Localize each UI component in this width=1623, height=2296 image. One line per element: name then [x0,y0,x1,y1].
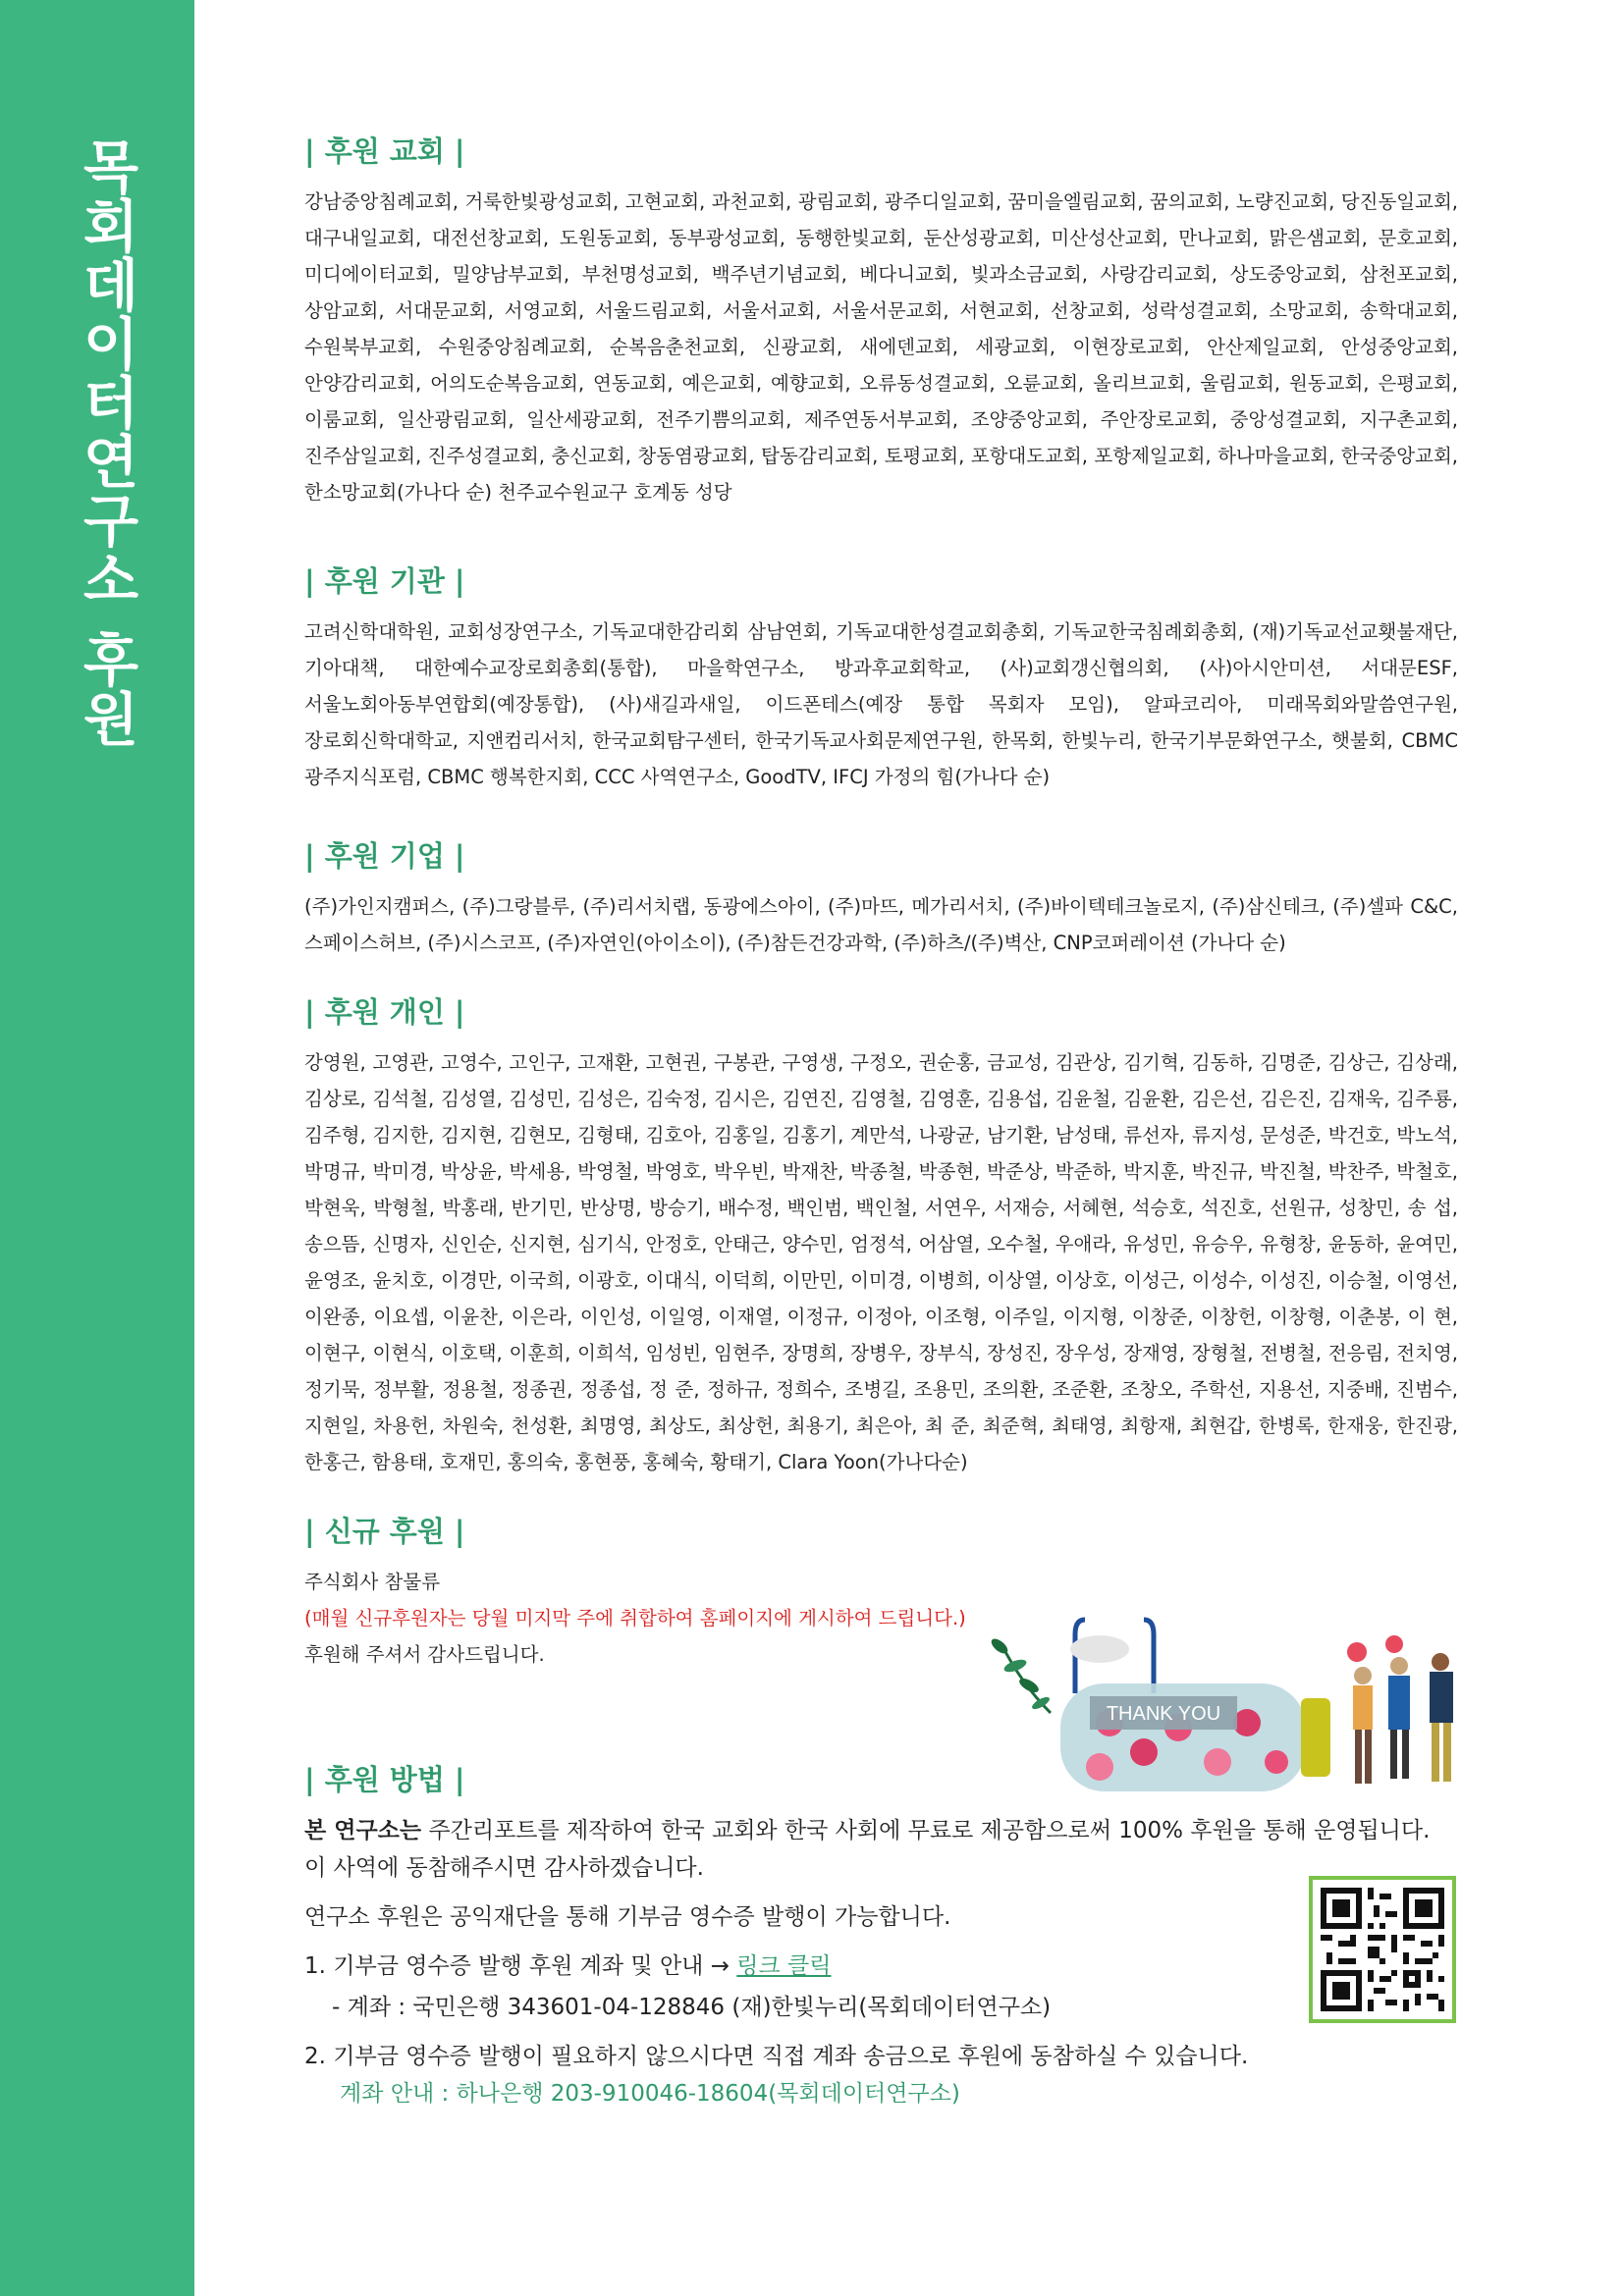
item1-prefix: 1. 기부금 영수증 발행 후원 계좌 및 안내 → [304,1953,730,1979]
section-title-individuals: | 후원 개인 | [304,995,465,1029]
qr-code-icon [1321,1888,1444,2011]
receipt-note: 연구소 후원은 공익재단을 통해 기부금 영수증 발행이 가능합니다. [304,1904,951,1930]
method-item-2: 2. 기부금 영수증 발행이 필요하지 않으시다면 직접 계좌 송금으로 후원에 동참하실 수 있습니다. [304,2044,1249,2069]
method-intro [304,1812,1458,1887]
method-item-1 [304,1948,1458,1985]
section-title-method: | 후원 방법 | [304,1763,465,1796]
jar-icon [1060,1620,1330,1791]
new-sponsor-name: 주식회사 참물류 [304,1571,441,1593]
thanks-text: 후원해 주셔서 감사드립니다. [304,1643,545,1666]
section-churches [304,130,1458,510]
section-method [304,1761,1458,2112]
new-sponsor-notice: (매월 신규후원자는 당월 미지막 주에 취합하여 홈페이지에 게시하여 드립니다.) [304,1607,966,1629]
qr-code[interactable] [1309,1876,1456,2023]
sidebar [0,0,194,2296]
sidebar-title: 목회데이터연구소 후원 [73,137,139,749]
method-intro-rest: 주간리포트를 제작하여 한국 교회와 한국 사회에 무료로 제공함으로써 100% 후원을 통해 운영됩니다. 이 사역에 동참해주시면 감사하겠습니다. [304,1818,1431,1881]
link-click[interactable]: 링크 클릭 [736,1953,832,1979]
section-companies [304,834,1458,961]
section-orgs [304,560,1458,795]
item2-account: 계좌 안내 : 하나은행 203-910046-18604(목회데이터연구소) [340,2081,960,2107]
church-list: 강남중앙침례교회, 거룩한빛광성교회, 고현교회, 과천교회, 광림교회, 광주디일교회, 꿈미을엘림교회, 꿈의교회, 노량진교회, 당진동일교회, 대구내일교회, 대전선창교회, 도원동교회, 동부광성교회, 동행한빛교회, 둔산성광교회, 미산성산교회, 만나교회, 맑은샘교회, 문호교회, 미디에이터교회, 밀양남부교회, 부천명성교회, 백주년기념교회, 베다니교회, 빛과소금교회, 사랑감리교회, 상도중앙교회, 삼천포교회, 상암교회, 서대문교회, 서영교회, 서울드림교회, 서울서교회, 서울서문교회, 서현교회, 선창교회, 성락성결교회, 소망교회, 송학대교회, 수원북부교회, 수원중앙침례교회, 순복음춘천교회, 신광교회, 새에덴교회, 세광교회, 이현장로교회, 안산제일교회, 안성중앙교회, 안양감리교회, 어의도순복음교회, 연동교회, 예은교회, 예향교회, 오류동성결교회, 오륜교회, 올리브교회, 울림교회, 원동교회, 은평교회, 이룸교회, 일산광림교회, 일산세광교회, 전주기쁨의교회, 제주연동서부교회, 조양중앙교회, 주안장로교회, 중앙성결교회, 지구촌교회, 진주삼일교회, 진주성결교회, 충신교회, 창동염광교회, 탑동감리교회, 토평교회, 포항대도교회, 포항제일교회, 하나마을교회, 한국중앙교회, 한소망교회(가나다 순) 천주교수원교구 호계동 성당 [304,190,1458,504]
leaf-branch-icon [989,1636,1052,1713]
section-title-orgs: | 후원 기관 | [304,564,465,598]
section-title-companies: | 후원 기업 | [304,839,465,873]
jar-label: THANK YOU [1106,1703,1221,1725]
section-title-new: | 신규 후원 | [304,1515,465,1548]
individual-list: 강영원, 고영관, 고영수, 고인구, 고재환, 고현권, 구봉관, 구영생, 구정오, 권순홍, 금교성, 김관상, 김기혁, 김동하, 김명준, 김상근, 김상래, 김상로, 김석철, 김성열, 김성민, 김성은, 김숙정, 김시은, 김연진, 김영철, 김영훈, 김용섭, 김윤철, 김윤환, 김은선, 김은진, 김재욱, 김주룡, 김주형, 김지한, 김지현, 김현모, 김형태, 김호아, 김홍일, 김홍기, 계만석, 나광균, 남기환, 남성태, 류선자, 류지성, 문성준, 박건호, 박노석, 박명규, 박미경, 박상윤, 박세용, 박영철, 박영호, 박우빈, 박재찬, 박종철, 박종현, 박준상, 박준하, 박지훈, 박진규, 박진철, 박찬주, 박철호, 박현욱, 박형철, 박홍래, 반기민, 반상명, 방승기, 배수정, 백인범, 백인철, 서연우, 서재승, 서혜현, 석승호, 석진호, 선원규, 성창민, 송 섭, 송으뜸, 신명자, 신인순, 신지현, 심기식, 안정호, 안태근, 양수민, 엄정석, 어삼열, 오수철, 우애라, 유성민, 유승우, 유형창, 윤동하, 윤여민, 윤영조, 윤치호, 이경만, 이국희, 이광호, 이대식, 이덕희, 이만민, 이미경, 이병희, 이상열, 이상호, 이성근, 이성수, 이성진, 이승철, 이영선, 이완종, 이요셉, 이윤찬, 이은라, 이인성, 이일영, 이재열, 이정규, 이정아, 이조형, 이주일, 이지형, 이창준, 이창헌, 이창형, 이춘봉, 이 현, 이현구, 이현식, 이호택, 이훈희, 이희석, 임성빈, 임현주, 장명희, 장병우, 장부식, 장성진, 장우성, 장재영, 장형철, 전병철, 전응림, 전치영, 정기묵, 정부활, 정용철, 정종권, 정종섭, 정 준, 정하규, 정희수, 조병길, 조용민, 조의환, 조준환, 조창오, 주학선, 지용선, 지중배, 진범수, 지현일, 차용헌, 차원숙, 천성환, 최명영, 최상도, 최상헌, 최용기, 최은아, 최 준, 최준혁, 최태영, 최항재, 최현갑, 한병록, 한재웅, 한진광, 한홍근, 함용태, 호재민, 홍의숙, 홍현풍, 홍혜숙, 황태기, Clara Yoon(가나다순) [304,1051,1458,1473]
people-icon [1347,1635,1453,1784]
section-individuals [304,990,1458,1480]
item1-account: - 계좌 : 국민은행 343601-04-128846 (재)한빛누리(목회데이터연구소) [332,1995,1052,2020]
company-list: (주)가인지캠퍼스, (주)그랑블루, (주)리서치랩, 동광에스아이, (주)마뜨, 메가리서치, (주)바이텍테크놀로지, (주)삼신테크, (주)셀파 C&C, 스페이스허브, (주)시스코프, (주)자연인(아이소이), (주)참든건강과학, (주)하츠/(주)벽산, CNP코퍼레이션 (가나다 순) [304,895,1458,954]
method-intro-bold: 본 연구소는 [304,1818,422,1843]
thank-you-illustration [982,1605,1492,1801]
section-title-churches: | 후원 교회 | [304,134,465,168]
main-content [304,130,1458,2124]
org-list: 고려신학대학원, 교회성장연구소, 기독교대한감리회 삼남연회, 기독교대한성결교회총회, 기독교한국침례회총회, (재)기독교선교횃불재단, 기아대책, 대한예수교장로회총회(통합), 마을학연구소, 방과후교회학교, (사)교회갱신협의회, (사)아시안미션, 서대문ESF, 서울노회아동부연합회(예장통합), (사)새길과새일, 이드폰테스(예장 통합 목회자 모임), 알파코리아, 미래목회와말씀연구원, 장로회신학대학교, 지앤컴리서치, 한국교회탐구센터, 한국기독교사회문제연구원, 한목회, 한빛누리, 한국기부문화연구소, 햇불회, CBMC 광주지식포럼, CBMC 행복한지회, CCC 사역연구소, GoodTV, IFCJ 가정의 힘(가나다 순) [304,620,1458,788]
